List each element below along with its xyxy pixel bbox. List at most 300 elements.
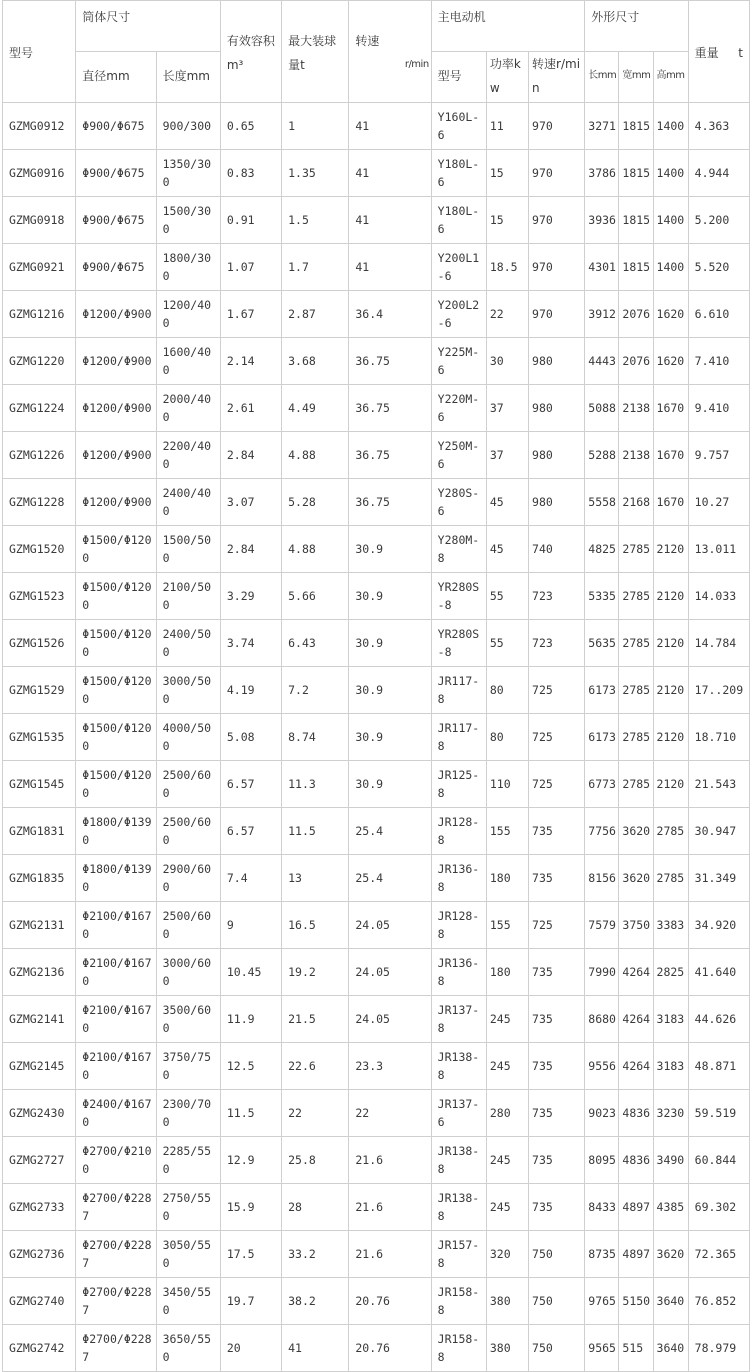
cell-speed: 20.76: [349, 1278, 431, 1325]
cell-dim-height: 3383: [653, 902, 688, 949]
cell-dim-length: 7756: [585, 808, 619, 855]
cell-diameter: Φ1200/Φ900: [76, 432, 156, 479]
cell-dim-width: 1815: [619, 197, 653, 244]
cell-length: 2500/600: [156, 761, 220, 808]
table-row: [3, 996, 750, 1043]
cell-motor-model: Y250M-6: [431, 432, 486, 479]
cell-dim-height: 3490: [653, 1137, 688, 1184]
cell-diameter: Φ2100/Φ1670: [76, 1043, 156, 1090]
cell-max-load: 38.2: [282, 1278, 349, 1325]
cell-speed: 41: [349, 197, 431, 244]
cell-dim-length: 5635: [585, 620, 619, 667]
cell-motor-speed: 735: [529, 949, 585, 996]
header-dim-length: 长mm: [585, 52, 619, 103]
cell-max-load: 1.5: [282, 197, 349, 244]
cell-diameter: Φ2700/Φ2287: [76, 1184, 156, 1231]
table-row: [3, 150, 750, 197]
cell-max-load: 4.88: [282, 526, 349, 573]
cell-motor-model: JR128-8: [431, 808, 486, 855]
header-speed: [349, 1, 431, 103]
cell-motor-speed: 970: [529, 291, 585, 338]
cell-dim-width: 3750: [619, 902, 653, 949]
cell-volume: 20: [220, 1325, 281, 1372]
cell-length: 3000/500: [156, 667, 220, 714]
cell-power: 30: [486, 338, 528, 385]
cell-length: 2285/550: [156, 1137, 220, 1184]
cell-power: 110: [486, 761, 528, 808]
cell-motor-speed: 723: [529, 620, 585, 667]
cell-volume: 6.57: [220, 808, 281, 855]
cell-length: 2400/400: [156, 479, 220, 526]
cell-dim-width: 4264: [619, 949, 653, 996]
cell-motor-model: Y180L-6: [431, 197, 486, 244]
cell-weight: 18.710: [688, 714, 749, 761]
cell-speed: 36.75: [349, 385, 431, 432]
cell-volume: 0.83: [220, 150, 281, 197]
table-row: [3, 714, 750, 761]
cell-weight: 14.784: [688, 620, 749, 667]
cell-motor-model: JR137-8: [431, 996, 486, 1043]
cell-motor-speed: 735: [529, 996, 585, 1043]
cell-power: 380: [486, 1278, 528, 1325]
cell-motor-model: Y180L-6: [431, 150, 486, 197]
table-row: [3, 1090, 750, 1137]
cell-volume: 2.84: [220, 432, 281, 479]
cell-weight: 7.410: [688, 338, 749, 385]
cell-diameter: Φ1500/Φ1200: [76, 573, 156, 620]
cell-speed: 24.05: [349, 996, 431, 1043]
cell-diameter: Φ900/Φ675: [76, 103, 156, 150]
cell-dim-height: 3640: [653, 1278, 688, 1325]
cell-dim-width: 2785: [619, 761, 653, 808]
cell-max-load: 4.88: [282, 432, 349, 479]
cell-model: GZMG2131: [3, 902, 76, 949]
cell-dim-width: 1815: [619, 150, 653, 197]
cell-dim-length: 3936: [585, 197, 619, 244]
table-row: [3, 667, 750, 714]
table-row: [3, 808, 750, 855]
cell-length: 4000/500: [156, 714, 220, 761]
cell-motor-speed: 735: [529, 1137, 585, 1184]
header-weight: [688, 1, 749, 103]
cell-length: 3750/750: [156, 1043, 220, 1090]
table-row: [3, 197, 750, 244]
cell-weight: 13.011: [688, 526, 749, 573]
cell-weight: 9.410: [688, 385, 749, 432]
table-body: [3, 103, 750, 1372]
cell-model: GZMG2733: [3, 1184, 76, 1231]
cell-dim-length: 3786: [585, 150, 619, 197]
cell-motor-speed: 970: [529, 150, 585, 197]
cell-dim-width: 2076: [619, 338, 653, 385]
cell-dim-height: 3183: [653, 996, 688, 1043]
cell-max-load: 6.43: [282, 620, 349, 667]
cell-dim-length: 6773: [585, 761, 619, 808]
cell-power: 245: [486, 1043, 528, 1090]
cell-length: 1500/500: [156, 526, 220, 573]
cell-motor-speed: 723: [529, 573, 585, 620]
table-row: [3, 526, 750, 573]
cell-power: 280: [486, 1090, 528, 1137]
header-dims: 外形尺寸: [585, 1, 688, 52]
header-dim-height: 高mm: [653, 52, 688, 103]
cell-power: 80: [486, 667, 528, 714]
cell-diameter: Φ1200/Φ900: [76, 291, 156, 338]
cell-length: 3500/600: [156, 996, 220, 1043]
cell-motor-speed: 970: [529, 103, 585, 150]
cell-dim-width: 1815: [619, 244, 653, 291]
cell-speed: 30.9: [349, 526, 431, 573]
cell-speed: 21.6: [349, 1231, 431, 1278]
cell-weight: 78.979: [688, 1325, 749, 1372]
cell-length: 2750/550: [156, 1184, 220, 1231]
cell-power: 245: [486, 1184, 528, 1231]
cell-speed: 22: [349, 1090, 431, 1137]
table-row: [3, 1325, 750, 1372]
cell-weight: 76.852: [688, 1278, 749, 1325]
cell-motor-model: Y225M-6: [431, 338, 486, 385]
cell-motor-model: YR280S-8: [431, 620, 486, 667]
cell-model: GZMG0916: [3, 150, 76, 197]
cell-speed: 24.05: [349, 949, 431, 996]
cell-dim-length: 7579: [585, 902, 619, 949]
cell-motor-speed: 750: [529, 1278, 585, 1325]
cell-motor-speed: 980: [529, 385, 585, 432]
cell-motor-speed: 725: [529, 761, 585, 808]
cell-motor-model: JR136-8: [431, 855, 486, 902]
cell-model: GZMG2430: [3, 1090, 76, 1137]
cell-motor-model: JR136-8: [431, 949, 486, 996]
cell-max-load: 2.87: [282, 291, 349, 338]
cell-volume: 0.65: [220, 103, 281, 150]
cell-volume: 3.07: [220, 479, 281, 526]
cell-dim-width: 2168: [619, 479, 653, 526]
cell-length: 2300/700: [156, 1090, 220, 1137]
cell-model: GZMG2736: [3, 1231, 76, 1278]
cell-power: 245: [486, 1137, 528, 1184]
cell-weight: 6.610: [688, 291, 749, 338]
cell-volume: 3.74: [220, 620, 281, 667]
cell-max-load: 28: [282, 1184, 349, 1231]
cell-motor-model: Y220M-6: [431, 385, 486, 432]
cell-model: GZMG2141: [3, 996, 76, 1043]
cell-motor-speed: 740: [529, 526, 585, 573]
cell-weight: 31.349: [688, 855, 749, 902]
cell-max-load: 3.68: [282, 338, 349, 385]
cell-dim-width: 4836: [619, 1090, 653, 1137]
cell-max-load: 11.5: [282, 808, 349, 855]
cell-speed: 30.9: [349, 667, 431, 714]
cell-motor-model: JR157-8: [431, 1231, 486, 1278]
cell-weight: 9.757: [688, 432, 749, 479]
cell-length: 3050/550: [156, 1231, 220, 1278]
cell-max-load: 4.49: [282, 385, 349, 432]
cell-speed: 20.76: [349, 1325, 431, 1372]
cell-model: GZMG0921: [3, 244, 76, 291]
header-speed-unit: r/min: [404, 58, 429, 70]
cell-volume: 19.7: [220, 1278, 281, 1325]
cell-diameter: Φ1500/Φ1200: [76, 761, 156, 808]
cell-volume: 9: [220, 902, 281, 949]
cell-max-load: 11.3: [282, 761, 349, 808]
cell-weight: 41.640: [688, 949, 749, 996]
cell-speed: 30.9: [349, 714, 431, 761]
cell-dim-height: 4385: [653, 1184, 688, 1231]
cell-dim-length: 9556: [585, 1043, 619, 1090]
cell-motor-model: Y200L1-6: [431, 244, 486, 291]
cell-length: 1500/300: [156, 197, 220, 244]
cell-max-load: 16.5: [282, 902, 349, 949]
cell-diameter: Φ1200/Φ900: [76, 479, 156, 526]
cell-diameter: Φ1500/Φ1200: [76, 526, 156, 573]
cell-diameter: Φ2400/Φ1670: [76, 1090, 156, 1137]
cell-diameter: Φ1800/Φ1390: [76, 808, 156, 855]
cell-dim-width: 3620: [619, 808, 653, 855]
cell-speed: 41: [349, 150, 431, 197]
cell-speed: 41: [349, 244, 431, 291]
cell-power: 37: [486, 432, 528, 479]
cell-dim-height: 1400: [653, 197, 688, 244]
cell-dim-length: 9565: [585, 1325, 619, 1372]
cell-length: 2100/500: [156, 573, 220, 620]
cell-weight: 21.543: [688, 761, 749, 808]
cell-diameter: Φ2700/Φ2287: [76, 1231, 156, 1278]
cell-speed: 21.6: [349, 1184, 431, 1231]
cell-max-load: 19.2: [282, 949, 349, 996]
cell-weight: 10.27: [688, 479, 749, 526]
cell-dim-height: 2120: [653, 573, 688, 620]
cell-volume: 2.61: [220, 385, 281, 432]
cell-volume: 1.67: [220, 291, 281, 338]
cell-model: GZMG1545: [3, 761, 76, 808]
cell-volume: 2.14: [220, 338, 281, 385]
cell-diameter: Φ900/Φ675: [76, 244, 156, 291]
cell-model: GZMG1526: [3, 620, 76, 667]
cell-motor-speed: 725: [529, 902, 585, 949]
cell-motor-model: JR158-8: [431, 1278, 486, 1325]
cell-dim-length: 3271: [585, 103, 619, 150]
cell-dim-height: 2120: [653, 761, 688, 808]
cell-dim-length: 6173: [585, 714, 619, 761]
cell-volume: 5.08: [220, 714, 281, 761]
cell-diameter: Φ2700/Φ2287: [76, 1325, 156, 1372]
cell-model: GZMG2145: [3, 1043, 76, 1090]
cell-speed: 23.3: [349, 1043, 431, 1090]
cell-max-load: 8.74: [282, 714, 349, 761]
cell-max-load: 1.7: [282, 244, 349, 291]
cell-dim-height: 1400: [653, 103, 688, 150]
header-cylinder: 筒体尺寸: [76, 1, 221, 52]
cell-dim-height: 2785: [653, 855, 688, 902]
cell-power: 22: [486, 291, 528, 338]
cell-dim-length: 3912: [585, 291, 619, 338]
cell-dim-width: 4264: [619, 996, 653, 1043]
cell-dim-length: 5288: [585, 432, 619, 479]
cell-motor-speed: 735: [529, 1184, 585, 1231]
table-row: [3, 620, 750, 667]
cell-dim-length: 8433: [585, 1184, 619, 1231]
cell-model: GZMG1529: [3, 667, 76, 714]
cell-volume: 1.07: [220, 244, 281, 291]
cell-model: GZMG1220: [3, 338, 76, 385]
cell-model: GZMG1523: [3, 573, 76, 620]
ball-mill-spec-table: [2, 0, 750, 1372]
cell-dim-height: 3230: [653, 1090, 688, 1137]
cell-length: 1600/400: [156, 338, 220, 385]
cell-dim-width: 3620: [619, 855, 653, 902]
cell-dim-height: 1620: [653, 338, 688, 385]
header-motor-speed: 转速r/min: [529, 52, 585, 103]
cell-diameter: Φ900/Φ675: [76, 197, 156, 244]
cell-volume: 12.9: [220, 1137, 281, 1184]
cell-volume: 2.84: [220, 526, 281, 573]
table-row: [3, 761, 750, 808]
cell-model: GZMG1216: [3, 291, 76, 338]
table-row: [3, 902, 750, 949]
cell-weight: 48.871: [688, 1043, 749, 1090]
cell-weight: 34.920: [688, 902, 749, 949]
cell-diameter: Φ2100/Φ1670: [76, 902, 156, 949]
cell-motor-model: JR128-8: [431, 902, 486, 949]
cell-power: 180: [486, 855, 528, 902]
cell-dim-width: 2076: [619, 291, 653, 338]
cell-motor-model: Y280M-8: [431, 526, 486, 573]
table-row: [3, 244, 750, 291]
cell-volume: 11.5: [220, 1090, 281, 1137]
cell-motor-model: Y280S-6: [431, 479, 486, 526]
header-dim-width: 宽mm: [619, 52, 653, 103]
cell-length: 2500/600: [156, 808, 220, 855]
cell-speed: 25.4: [349, 855, 431, 902]
cell-dim-length: 6173: [585, 667, 619, 714]
cell-model: GZMG1224: [3, 385, 76, 432]
header-motor: 主电动机: [431, 1, 585, 52]
cell-model: GZMG1228: [3, 479, 76, 526]
cell-length: 1200/400: [156, 291, 220, 338]
cell-dim-width: 5150: [619, 1278, 653, 1325]
cell-weight: 30.947: [688, 808, 749, 855]
cell-dim-length: 8735: [585, 1231, 619, 1278]
cell-motor-speed: 735: [529, 808, 585, 855]
cell-length: 2900/600: [156, 855, 220, 902]
cell-dim-length: 5558: [585, 479, 619, 526]
cell-length: 3650/550: [156, 1325, 220, 1372]
header-model: 型号: [3, 1, 76, 103]
cell-model: GZMG2136: [3, 949, 76, 996]
cell-diameter: Φ2700/Φ2100: [76, 1137, 156, 1184]
cell-volume: 6.57: [220, 761, 281, 808]
cell-max-load: 5.66: [282, 573, 349, 620]
cell-power: 15: [486, 150, 528, 197]
cell-weight: 60.844: [688, 1137, 749, 1184]
cell-weight: 14.033: [688, 573, 749, 620]
cell-dim-width: 2785: [619, 526, 653, 573]
cell-length: 2400/500: [156, 620, 220, 667]
cell-speed: 36.75: [349, 479, 431, 526]
cell-power: 245: [486, 996, 528, 1043]
cell-dim-width: 2138: [619, 432, 653, 479]
cell-dim-length: 4443: [585, 338, 619, 385]
cell-dim-width: 2785: [619, 667, 653, 714]
cell-dim-width: 4897: [619, 1231, 653, 1278]
cell-dim-height: 2825: [653, 949, 688, 996]
header-weight-unit: t: [738, 45, 743, 60]
table-row: [3, 1231, 750, 1278]
cell-dim-length: 8095: [585, 1137, 619, 1184]
cell-volume: 17.5: [220, 1231, 281, 1278]
cell-max-load: 5.28: [282, 479, 349, 526]
cell-length: 1350/300: [156, 150, 220, 197]
cell-weight: 59.519: [688, 1090, 749, 1137]
cell-model: GZMG1535: [3, 714, 76, 761]
cell-dim-width: 4264: [619, 1043, 653, 1090]
cell-motor-model: JR117-8: [431, 667, 486, 714]
cell-max-load: 22: [282, 1090, 349, 1137]
cell-dim-height: 1670: [653, 479, 688, 526]
table-row: [3, 1278, 750, 1325]
cell-dim-height: 1400: [653, 150, 688, 197]
cell-motor-model: JR137-6: [431, 1090, 486, 1137]
cell-diameter: Φ2100/Φ1670: [76, 949, 156, 996]
cell-length: 900/300: [156, 103, 220, 150]
cell-dim-width: 2785: [619, 573, 653, 620]
cell-dim-height: 1670: [653, 432, 688, 479]
cell-max-load: 13: [282, 855, 349, 902]
cell-dim-height: 2120: [653, 714, 688, 761]
cell-power: 18.5: [486, 244, 528, 291]
cell-motor-speed: 735: [529, 1090, 585, 1137]
header-weight-label: 重量: [694, 45, 719, 60]
table-row: [3, 432, 750, 479]
header-max-load: 最大装球量t: [282, 1, 349, 103]
cell-model: GZMG2727: [3, 1137, 76, 1184]
cell-model: GZMG1835: [3, 855, 76, 902]
cell-speed: 30.9: [349, 573, 431, 620]
table-row: [3, 103, 750, 150]
cell-length: 2500/600: [156, 902, 220, 949]
cell-motor-model: JR158-8: [431, 1325, 486, 1372]
cell-power: 380: [486, 1325, 528, 1372]
cell-motor-model: JR117-8: [431, 714, 486, 761]
table-row: [3, 385, 750, 432]
cell-model: GZMG0912: [3, 103, 76, 150]
cell-model: GZMG1226: [3, 432, 76, 479]
cell-dim-width: 2785: [619, 620, 653, 667]
cell-motor-speed: 750: [529, 1325, 585, 1372]
cell-power: 320: [486, 1231, 528, 1278]
cell-diameter: Φ2100/Φ1670: [76, 996, 156, 1043]
cell-power: 45: [486, 479, 528, 526]
cell-weight: 72.365: [688, 1231, 749, 1278]
cell-dim-height: 1620: [653, 291, 688, 338]
cell-dim-length: 4825: [585, 526, 619, 573]
cell-max-load: 21.5: [282, 996, 349, 1043]
cell-weight: 4.363: [688, 103, 749, 150]
header-power: 功率kw: [486, 52, 528, 103]
cell-motor-model: Y160L-6: [431, 103, 486, 150]
header-speed-label: 转速: [355, 33, 380, 48]
cell-dim-width: 2138: [619, 385, 653, 432]
cell-motor-model: JR138-8: [431, 1137, 486, 1184]
cell-dim-length: 8156: [585, 855, 619, 902]
table-row: [3, 949, 750, 996]
cell-power: 15: [486, 197, 528, 244]
cell-speed: 24.05: [349, 902, 431, 949]
cell-max-load: 1.35: [282, 150, 349, 197]
cell-weight: 44.626: [688, 996, 749, 1043]
cell-volume: 15.9: [220, 1184, 281, 1231]
cell-power: 155: [486, 808, 528, 855]
